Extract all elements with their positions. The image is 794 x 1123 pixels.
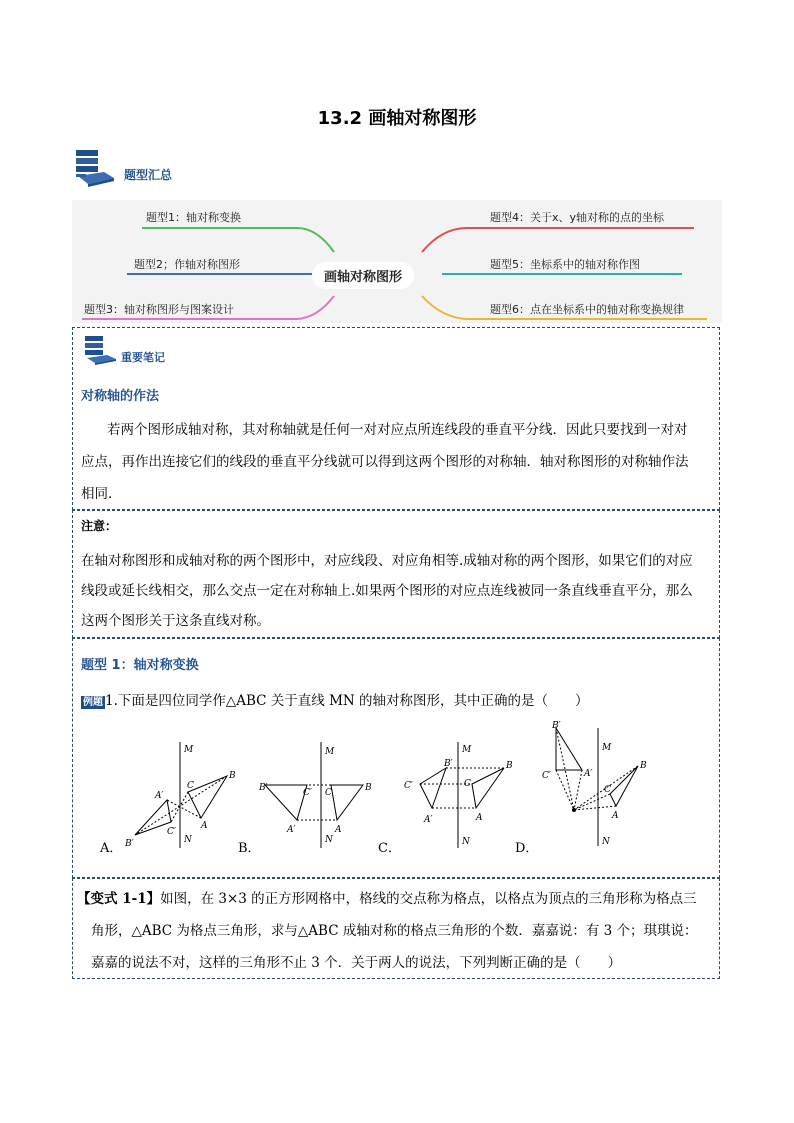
variant-line-2: 角形，△ABC 为格点三角形，求与△ABC 成轴对称的格点三角形的个数．嘉嘉说：有 3 个；琪琪说： bbox=[91, 923, 698, 939]
option-c-label: C． bbox=[378, 841, 401, 856]
notes-icon bbox=[83, 334, 119, 366]
fig-a-c: C bbox=[187, 781, 194, 791]
example-tag: 例题 bbox=[83, 697, 103, 708]
fig-d-b: B bbox=[640, 761, 647, 771]
notes-heading: 对称轴的作法 bbox=[81, 389, 160, 404]
mindmap-node-5: 题型5：坐标系中的轴对称作图 bbox=[490, 258, 640, 271]
notes-line-2: 应点，再作出连接它们的线段的垂直平分线就可以得到这两个图形的对称轴．轴对称图形的对称轴作法 bbox=[81, 454, 689, 470]
variant-box bbox=[72, 878, 720, 979]
figure-option-b bbox=[255, 740, 385, 850]
attention-box bbox=[72, 510, 720, 638]
example-text: 1.下面是四位同学作△ABC 关于直线 MN 的轴对称图形，其中正确的是（ ） bbox=[105, 693, 589, 709]
option-a-label: A． bbox=[100, 841, 123, 856]
variant-tag: 【变式 1-1】 bbox=[77, 891, 161, 907]
fig-c-c1: C′ bbox=[404, 781, 413, 791]
variant-text-1: 如图，在 3×3 的正方形网格中，格线的交点称为格点，以格点为顶点的三角形称为格点三 bbox=[160, 891, 697, 907]
fig-c-n: N bbox=[462, 837, 470, 847]
fig-c-b: B bbox=[506, 761, 513, 771]
fig-c-c: C bbox=[464, 779, 471, 789]
fig-b-a1: A′ bbox=[287, 825, 296, 835]
summary-label: 题型汇总 bbox=[124, 168, 173, 182]
fig-b-m: M bbox=[325, 747, 335, 757]
fig-a-m: M bbox=[184, 745, 194, 755]
mindmap-node-6: 题型6：点在坐标系中的轴对称变换规律 bbox=[490, 303, 684, 316]
books-icon bbox=[74, 148, 118, 188]
fig-d-n: N bbox=[602, 837, 610, 847]
fig-a-a1: A′ bbox=[155, 791, 164, 801]
fig-a-b: B bbox=[229, 771, 236, 781]
fig-c-a1: A′ bbox=[424, 815, 433, 825]
option-b-label: B． bbox=[238, 841, 261, 856]
mindmap bbox=[72, 200, 722, 323]
fig-a-a: A bbox=[201, 821, 208, 831]
fig-a-n: N bbox=[184, 835, 192, 845]
fig-d-b1: B′ bbox=[552, 721, 561, 731]
fig-d-c: C bbox=[604, 785, 611, 795]
notes-line-1: 若两个图形成轴对称，其对称轴就是任何一对对应点所连线段的垂直平分线．因此只要找到一对对 bbox=[107, 422, 688, 438]
fig-c-b1: B′ bbox=[444, 759, 453, 769]
fig-b-a: A bbox=[335, 825, 342, 835]
mindmap-node-2: 题型2；作轴对称图形 bbox=[134, 258, 240, 271]
notes-box bbox=[72, 327, 720, 510]
fig-b-b1: B′ bbox=[259, 783, 268, 793]
option-d-label: D． bbox=[515, 841, 539, 856]
fig-c-a: A bbox=[476, 813, 483, 823]
figure-option-c bbox=[398, 740, 528, 850]
mindmap-node-4: 题型4：关于x、y轴对称的点的坐标 bbox=[490, 211, 665, 224]
fig-d-c1: C′ bbox=[542, 771, 551, 781]
fig-d-a: A bbox=[612, 811, 619, 821]
attention-line-3: 这两个图形关于这条直线对称。 bbox=[81, 613, 270, 629]
fig-b-c1: C′ bbox=[303, 788, 312, 798]
mindmap-center: 画轴对称图形 bbox=[312, 262, 414, 289]
fig-b-n: N bbox=[325, 835, 333, 845]
fig-d-m: M bbox=[602, 743, 612, 753]
mindmap-node-3: 题型3：轴对称图形与图案设计 bbox=[84, 303, 234, 316]
fig-a-c1: C′ bbox=[167, 827, 176, 837]
example-line bbox=[81, 689, 589, 709]
variant-line-1 bbox=[77, 883, 697, 915]
notes-label: 重要笔记 bbox=[121, 351, 165, 364]
question-type-heading: 题型 1：轴对称变换 bbox=[81, 658, 199, 673]
attention-line-2: 线段或延长线相交，那么交点一定在对称轴上.如果两个图形的对应点连线被同一条直线垂直平分，那么 bbox=[81, 583, 693, 599]
attention-label: 注意： bbox=[81, 519, 118, 533]
fig-a-b1: B′ bbox=[125, 839, 134, 849]
notes-line-3: 相同． bbox=[81, 486, 122, 502]
fig-b-b: B bbox=[365, 783, 372, 793]
figure-option-a bbox=[115, 740, 245, 850]
page-title: 13.2 画轴对称图形 bbox=[317, 108, 477, 129]
fig-d-a1: A′ bbox=[584, 769, 593, 779]
fig-c-m: M bbox=[462, 745, 472, 755]
mindmap-node-1: 题型1：轴对称变换 bbox=[146, 211, 241, 224]
figure-option-d bbox=[538, 718, 668, 848]
variant-line-3: 嘉嘉的说法不对，这样的三角形不止 3 个．关于两人的说法，下列判断正确的是（ ） bbox=[91, 955, 622, 971]
fig-b-c: C bbox=[325, 788, 332, 798]
attention-line-1: 在轴对称图形和成轴对称的两个图形中，对应线段、对应角相等.成轴对称的两个图形，如果它们的对应 bbox=[81, 553, 693, 569]
